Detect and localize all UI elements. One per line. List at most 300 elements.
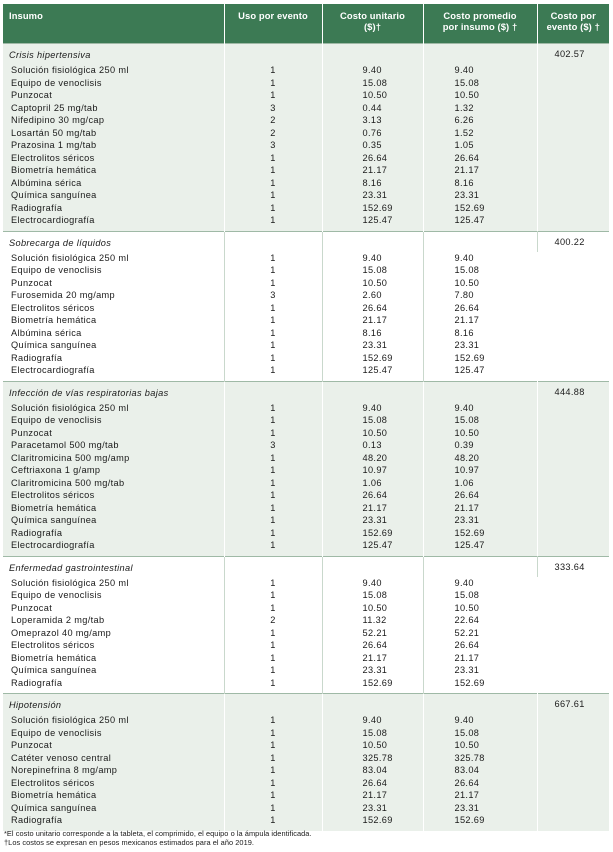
item-unit-cost: 9.40 bbox=[322, 64, 423, 77]
item-name: Radiografía bbox=[3, 202, 224, 215]
item-unit-cost: 15.08 bbox=[322, 414, 423, 427]
empty-cell bbox=[423, 556, 537, 577]
item-name: Captopril 25 mg/tab bbox=[3, 102, 224, 115]
empty-cell bbox=[224, 694, 322, 715]
table-row bbox=[3, 652, 609, 665]
item-unit-cost: 26.64 bbox=[322, 302, 423, 315]
item-unit-cost: 152.69 bbox=[322, 527, 423, 540]
item-average-cost: 52.21 bbox=[423, 627, 537, 640]
item-name: Radiografía bbox=[3, 677, 224, 690]
table-row bbox=[3, 252, 609, 265]
item-average-cost: 15.08 bbox=[423, 77, 537, 90]
item-unit-cost: 11.32 bbox=[322, 614, 423, 627]
item-name: Punzocat bbox=[3, 89, 224, 102]
event-cost: 402.57 bbox=[537, 44, 609, 232]
group-section bbox=[3, 44, 609, 232]
table-row bbox=[3, 727, 609, 740]
item-unit-cost: 10.50 bbox=[322, 277, 423, 290]
group-section bbox=[3, 381, 609, 556]
item-unit-cost: 10.50 bbox=[322, 427, 423, 440]
item-average-cost: 325.78 bbox=[423, 752, 537, 765]
item-usage: 1 bbox=[224, 177, 322, 190]
item-average-cost: 21.17 bbox=[423, 314, 537, 327]
item-usage: 1 bbox=[224, 427, 322, 440]
item-name: Omeprazol 40 mg/amp bbox=[3, 627, 224, 640]
empty-cell bbox=[423, 827, 537, 831]
item-usage: 1 bbox=[224, 739, 322, 752]
table-row bbox=[3, 289, 609, 302]
table-row bbox=[3, 452, 609, 465]
item-average-cost: 1.06 bbox=[423, 477, 537, 490]
table-row bbox=[3, 264, 609, 277]
item-name: Ceftriaxona 1 g/amp bbox=[3, 464, 224, 477]
item-unit-cost: 125.47 bbox=[322, 539, 423, 552]
item-name: Electrocardiografía bbox=[3, 539, 224, 552]
item-usage: 3 bbox=[224, 439, 322, 452]
item-unit-cost: 0.76 bbox=[322, 127, 423, 140]
item-name: Punzocat bbox=[3, 739, 224, 752]
item-unit-cost: 26.64 bbox=[322, 639, 423, 652]
item-name: Solución fisiológica 250 ml bbox=[3, 402, 224, 415]
group-title: Hipotensión bbox=[3, 694, 224, 715]
footnotes bbox=[4, 829, 312, 847]
item-name: Equipo de venoclisis bbox=[3, 589, 224, 602]
item-average-cost: 125.47 bbox=[423, 214, 537, 227]
table-row bbox=[3, 539, 609, 552]
header-insumo: Insumo bbox=[3, 4, 224, 44]
empty-cell bbox=[322, 231, 423, 252]
item-unit-cost: 21.17 bbox=[322, 314, 423, 327]
item-unit-cost: 1.06 bbox=[322, 477, 423, 490]
header-costo-evento: Costo por evento ($) † bbox=[537, 4, 609, 44]
item-usage: 2 bbox=[224, 114, 322, 127]
item-name: Punzocat bbox=[3, 602, 224, 615]
item-name: Radiografía bbox=[3, 527, 224, 540]
item-average-cost: 21.17 bbox=[423, 502, 537, 515]
item-name: Solución fisiológica 250 ml bbox=[3, 252, 224, 265]
item-name: Electrocardiografía bbox=[3, 364, 224, 377]
item-unit-cost: 9.40 bbox=[322, 577, 423, 590]
item-average-cost: 23.31 bbox=[423, 802, 537, 815]
group-title-row bbox=[3, 694, 609, 715]
item-average-cost: 10.50 bbox=[423, 602, 537, 615]
item-usage: 1 bbox=[224, 777, 322, 790]
table-row bbox=[3, 127, 609, 140]
item-usage: 1 bbox=[224, 64, 322, 77]
item-usage: 1 bbox=[224, 514, 322, 527]
item-name: Biometría hemática bbox=[3, 314, 224, 327]
item-average-cost: 7.80 bbox=[423, 289, 537, 302]
item-average-cost: 23.31 bbox=[423, 514, 537, 527]
item-usage: 1 bbox=[224, 664, 322, 677]
group-title-row bbox=[3, 231, 609, 252]
item-usage: 2 bbox=[224, 127, 322, 140]
table-row bbox=[3, 739, 609, 752]
table-row bbox=[3, 489, 609, 502]
item-usage: 1 bbox=[224, 277, 322, 290]
item-average-cost: 23.31 bbox=[423, 664, 537, 677]
table-row bbox=[3, 477, 609, 490]
table-row bbox=[3, 364, 609, 377]
item-average-cost: 1.32 bbox=[423, 102, 537, 115]
item-unit-cost: 125.47 bbox=[322, 214, 423, 227]
table-row bbox=[3, 627, 609, 640]
item-average-cost: 15.08 bbox=[423, 264, 537, 277]
item-name: Electrolitos séricos bbox=[3, 777, 224, 790]
item-average-cost: 10.50 bbox=[423, 427, 537, 440]
header-costo-unitario: Costo unitario ($)† bbox=[322, 4, 423, 44]
item-name: Furosemida 20 mg/amp bbox=[3, 289, 224, 302]
item-unit-cost: 15.08 bbox=[322, 589, 423, 602]
table-row bbox=[3, 302, 609, 315]
item-unit-cost: 325.78 bbox=[322, 752, 423, 765]
item-usage: 1 bbox=[224, 464, 322, 477]
group-section bbox=[3, 231, 609, 381]
item-average-cost: 10.50 bbox=[423, 277, 537, 290]
item-name: Química sanguínea bbox=[3, 802, 224, 815]
group-section bbox=[3, 694, 609, 831]
item-usage: 1 bbox=[224, 352, 322, 365]
item-average-cost: 9.40 bbox=[423, 714, 537, 727]
item-name: Albúmina sérica bbox=[3, 327, 224, 340]
item-unit-cost: 15.08 bbox=[322, 264, 423, 277]
item-usage: 1 bbox=[224, 714, 322, 727]
table-row bbox=[3, 527, 609, 540]
item-name: Losartán 50 mg/tab bbox=[3, 127, 224, 140]
item-usage: 1 bbox=[224, 302, 322, 315]
item-average-cost: 9.40 bbox=[423, 64, 537, 77]
table-row bbox=[3, 514, 609, 527]
top-strip bbox=[0, 0, 613, 3]
item-usage: 1 bbox=[224, 727, 322, 740]
item-average-cost: 26.64 bbox=[423, 777, 537, 790]
item-name: Equipo de venoclisis bbox=[3, 414, 224, 427]
item-unit-cost: 26.64 bbox=[322, 152, 423, 165]
item-usage: 1 bbox=[224, 164, 322, 177]
item-unit-cost: 8.16 bbox=[322, 177, 423, 190]
item-usage: 1 bbox=[224, 327, 322, 340]
item-average-cost: 125.47 bbox=[423, 364, 537, 377]
item-name: Norepinefrina 8 mg/amp bbox=[3, 764, 224, 777]
item-name: Catéter venoso central bbox=[3, 752, 224, 765]
empty-cell bbox=[322, 44, 423, 65]
item-usage: 1 bbox=[224, 489, 322, 502]
item-average-cost: 152.69 bbox=[423, 202, 537, 215]
item-unit-cost: 26.64 bbox=[322, 777, 423, 790]
item-unit-cost: 23.31 bbox=[322, 514, 423, 527]
footnote-unit-cost: *El costo unitario corresponde a la tableta, el comprimido, el equipo o la ámpula identificada. bbox=[4, 829, 312, 838]
item-name: Biometría hemática bbox=[3, 789, 224, 802]
item-name: Loperamida 2 mg/tab bbox=[3, 614, 224, 627]
item-average-cost: 10.50 bbox=[423, 89, 537, 102]
empty-cell bbox=[322, 827, 423, 831]
item-average-cost: 21.17 bbox=[423, 789, 537, 802]
item-unit-cost: 23.31 bbox=[322, 339, 423, 352]
item-unit-cost: 15.08 bbox=[322, 77, 423, 90]
table-header bbox=[3, 4, 609, 44]
item-usage: 1 bbox=[224, 602, 322, 615]
item-unit-cost: 0.44 bbox=[322, 102, 423, 115]
item-unit-cost: 152.69 bbox=[322, 677, 423, 690]
table-row bbox=[3, 77, 609, 90]
item-name: Solución fisiológica 250 ml bbox=[3, 64, 224, 77]
empty-cell bbox=[423, 231, 537, 252]
item-average-cost: 1.52 bbox=[423, 127, 537, 140]
item-name: Química sanguínea bbox=[3, 664, 224, 677]
item-average-cost: 21.17 bbox=[423, 652, 537, 665]
header-costo-promedio: Costo promedio por insumo ($) † bbox=[423, 4, 537, 44]
item-name: Paracetamol 500 mg/tab bbox=[3, 439, 224, 452]
item-usage: 3 bbox=[224, 289, 322, 302]
item-average-cost: 22.64 bbox=[423, 614, 537, 627]
empty-cell bbox=[224, 556, 322, 577]
item-usage: 1 bbox=[224, 402, 322, 415]
item-average-cost: 15.08 bbox=[423, 727, 537, 740]
group-title-row bbox=[3, 556, 609, 577]
item-unit-cost: 152.69 bbox=[322, 202, 423, 215]
item-average-cost: 83.04 bbox=[423, 764, 537, 777]
item-name: Solución fisiológica 250 ml bbox=[3, 577, 224, 590]
item-unit-cost: 0.35 bbox=[322, 139, 423, 152]
item-usage: 1 bbox=[224, 814, 322, 827]
item-name: Equipo de venoclisis bbox=[3, 727, 224, 740]
item-unit-cost: 0.13 bbox=[322, 439, 423, 452]
item-unit-cost: 10.97 bbox=[322, 464, 423, 477]
item-average-cost: 125.47 bbox=[423, 539, 537, 552]
item-unit-cost: 83.04 bbox=[322, 764, 423, 777]
item-average-cost: 15.08 bbox=[423, 414, 537, 427]
empty-cell bbox=[423, 694, 537, 715]
table-row bbox=[3, 714, 609, 727]
item-average-cost: 9.40 bbox=[423, 252, 537, 265]
item-name: Punzocat bbox=[3, 277, 224, 290]
item-average-cost: 6.26 bbox=[423, 114, 537, 127]
table-row bbox=[3, 314, 609, 327]
item-average-cost: 26.64 bbox=[423, 639, 537, 652]
table-row bbox=[3, 764, 609, 777]
item-usage: 1 bbox=[224, 414, 322, 427]
item-usage: 1 bbox=[224, 752, 322, 765]
item-average-cost: 10.97 bbox=[423, 464, 537, 477]
event-cost: 667.61 bbox=[537, 694, 609, 831]
group-title-row bbox=[3, 44, 609, 65]
item-usage: 3 bbox=[224, 139, 322, 152]
item-name: Electrolitos séricos bbox=[3, 152, 224, 165]
table-row bbox=[3, 164, 609, 177]
table-row bbox=[3, 177, 609, 190]
item-usage: 1 bbox=[224, 764, 322, 777]
table-row bbox=[3, 589, 609, 602]
item-usage: 1 bbox=[224, 452, 322, 465]
item-average-cost: 15.08 bbox=[423, 589, 537, 602]
item-usage: 1 bbox=[224, 677, 322, 690]
item-name: Punzocat bbox=[3, 427, 224, 440]
item-name: Química sanguínea bbox=[3, 514, 224, 527]
empty-cell bbox=[322, 556, 423, 577]
table-row bbox=[3, 677, 609, 690]
table-row bbox=[3, 427, 609, 440]
item-name: Nifedipino 30 mg/cap bbox=[3, 114, 224, 127]
table-row bbox=[3, 202, 609, 215]
item-unit-cost: 9.40 bbox=[322, 402, 423, 415]
item-average-cost: 8.16 bbox=[423, 177, 537, 190]
table-row bbox=[3, 414, 609, 427]
item-unit-cost: 10.50 bbox=[322, 739, 423, 752]
table-row bbox=[3, 89, 609, 102]
item-name: Química sanguínea bbox=[3, 339, 224, 352]
item-name: Claritromicina 500 mg/tab bbox=[3, 477, 224, 490]
item-usage: 1 bbox=[224, 314, 322, 327]
table-row bbox=[3, 114, 609, 127]
table-row bbox=[3, 464, 609, 477]
empty-cell bbox=[322, 381, 423, 402]
item-usage: 1 bbox=[224, 364, 322, 377]
table-row bbox=[3, 189, 609, 202]
table-row bbox=[3, 352, 609, 365]
item-name: Claritromicina 500 mg/amp bbox=[3, 452, 224, 465]
item-unit-cost: 3.13 bbox=[322, 114, 423, 127]
item-name: Biometría hemática bbox=[3, 652, 224, 665]
item-unit-cost: 152.69 bbox=[322, 352, 423, 365]
table-row bbox=[3, 502, 609, 515]
item-unit-cost: 21.17 bbox=[322, 789, 423, 802]
item-average-cost: 10.50 bbox=[423, 739, 537, 752]
item-usage: 1 bbox=[224, 652, 322, 665]
table-row bbox=[3, 577, 609, 590]
item-usage: 1 bbox=[224, 77, 322, 90]
event-cost: 444.88 bbox=[537, 381, 609, 556]
table-row bbox=[3, 752, 609, 765]
item-unit-cost: 52.21 bbox=[322, 627, 423, 640]
item-unit-cost: 9.40 bbox=[322, 252, 423, 265]
group-title: Infección de vías respiratorias bajas bbox=[3, 381, 224, 402]
empty-cell bbox=[423, 381, 537, 402]
item-usage: 2 bbox=[224, 614, 322, 627]
group-section bbox=[3, 556, 609, 694]
table-row bbox=[3, 802, 609, 815]
item-unit-cost: 21.17 bbox=[322, 652, 423, 665]
group-title-row bbox=[3, 381, 609, 402]
item-name: Equipo de venoclisis bbox=[3, 77, 224, 90]
empty-cell bbox=[224, 381, 322, 402]
item-usage: 1 bbox=[224, 802, 322, 815]
item-name: Solución fisiológica 250 ml bbox=[3, 714, 224, 727]
item-unit-cost: 9.40 bbox=[322, 714, 423, 727]
item-usage: 1 bbox=[224, 627, 322, 640]
table-row bbox=[3, 102, 609, 115]
item-name: Equipo de venoclisis bbox=[3, 264, 224, 277]
item-name: Biometría hemática bbox=[3, 502, 224, 515]
item-usage: 1 bbox=[224, 189, 322, 202]
table-row bbox=[3, 402, 609, 415]
item-name: Biometría hemática bbox=[3, 164, 224, 177]
item-unit-cost: 10.50 bbox=[322, 602, 423, 615]
item-average-cost: 1.05 bbox=[423, 139, 537, 152]
table-row bbox=[3, 152, 609, 165]
item-usage: 1 bbox=[224, 89, 322, 102]
item-unit-cost: 48.20 bbox=[322, 452, 423, 465]
table-row bbox=[3, 327, 609, 340]
item-average-cost: 21.17 bbox=[423, 164, 537, 177]
item-average-cost: 26.64 bbox=[423, 302, 537, 315]
item-usage: 1 bbox=[224, 589, 322, 602]
item-average-cost: 9.40 bbox=[423, 577, 537, 590]
item-unit-cost: 26.64 bbox=[322, 489, 423, 502]
item-usage: 1 bbox=[224, 264, 322, 277]
item-usage: 1 bbox=[224, 789, 322, 802]
item-unit-cost: 8.16 bbox=[322, 327, 423, 340]
item-usage: 1 bbox=[224, 152, 322, 165]
item-average-cost: 8.16 bbox=[423, 327, 537, 340]
item-unit-cost: 23.31 bbox=[322, 664, 423, 677]
table-row bbox=[3, 439, 609, 452]
item-average-cost: 152.69 bbox=[423, 677, 537, 690]
item-unit-cost: 2.60 bbox=[322, 289, 423, 302]
item-usage: 1 bbox=[224, 539, 322, 552]
item-usage: 1 bbox=[224, 477, 322, 490]
table-row bbox=[3, 614, 609, 627]
table-row bbox=[3, 814, 609, 827]
empty-cell bbox=[224, 44, 322, 65]
item-name: Electrolitos séricos bbox=[3, 302, 224, 315]
item-average-cost: 26.64 bbox=[423, 489, 537, 502]
table-row bbox=[3, 639, 609, 652]
table-row bbox=[3, 139, 609, 152]
table-row bbox=[3, 789, 609, 802]
item-average-cost: 152.69 bbox=[423, 814, 537, 827]
empty-cell bbox=[423, 44, 537, 65]
group-title: Enfermedad gastrointestinal bbox=[3, 556, 224, 577]
item-average-cost: 48.20 bbox=[423, 452, 537, 465]
item-average-cost: 26.64 bbox=[423, 152, 537, 165]
item-average-cost: 9.40 bbox=[423, 402, 537, 415]
item-name: Albúmina sérica bbox=[3, 177, 224, 190]
item-name: Química sanguínea bbox=[3, 189, 224, 202]
item-unit-cost: 10.50 bbox=[322, 89, 423, 102]
item-average-cost: 23.31 bbox=[423, 189, 537, 202]
item-name: Electrocardiografía bbox=[3, 214, 224, 227]
item-unit-cost: 21.17 bbox=[322, 164, 423, 177]
item-average-cost: 152.69 bbox=[423, 527, 537, 540]
table-row bbox=[3, 214, 609, 227]
cost-table bbox=[3, 4, 609, 831]
table-row bbox=[3, 64, 609, 77]
item-name: Radiografía bbox=[3, 814, 224, 827]
item-usage: 1 bbox=[224, 639, 322, 652]
item-unit-cost: 21.17 bbox=[322, 502, 423, 515]
item-average-cost: 23.31 bbox=[423, 339, 537, 352]
item-unit-cost: 15.08 bbox=[322, 727, 423, 740]
item-usage: 1 bbox=[224, 202, 322, 215]
item-average-cost: 0.39 bbox=[423, 439, 537, 452]
item-usage: 1 bbox=[224, 502, 322, 515]
item-usage: 1 bbox=[224, 577, 322, 590]
item-usage: 1 bbox=[224, 339, 322, 352]
table-row bbox=[3, 602, 609, 615]
item-name: Radiografía bbox=[3, 352, 224, 365]
table-row bbox=[3, 277, 609, 290]
item-name: Electrolitos séricos bbox=[3, 639, 224, 652]
item-name: Electrolitos séricos bbox=[3, 489, 224, 502]
empty-cell bbox=[224, 231, 322, 252]
item-usage: 1 bbox=[224, 527, 322, 540]
item-usage: 3 bbox=[224, 102, 322, 115]
item-unit-cost: 152.69 bbox=[322, 814, 423, 827]
empty-cell bbox=[322, 694, 423, 715]
footnote-currency: †Los costos se expresan en pesos mexicanos estimados para el año 2019. bbox=[4, 838, 255, 847]
table-row bbox=[3, 664, 609, 677]
item-usage: 1 bbox=[224, 252, 322, 265]
